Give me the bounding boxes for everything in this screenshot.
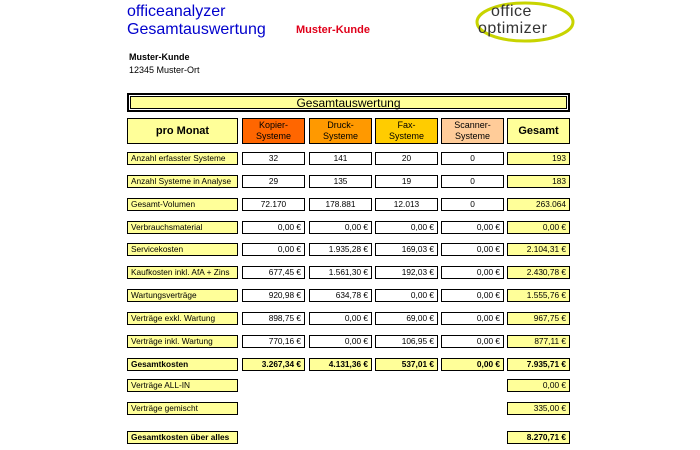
header-total: Gesamt <box>507 118 570 144</box>
cell-kopier: 770,16 € <box>242 335 305 348</box>
cell-total: 967,75 € <box>507 312 570 325</box>
cell-fax: 0,00 € <box>375 289 438 302</box>
logo-text-optimizer: optimizer <box>478 20 548 37</box>
cell-fax: 537,01 € <box>375 358 438 371</box>
cell-druck: 1.561,30 € <box>309 266 372 279</box>
cell-druck: 0,00 € <box>309 221 372 234</box>
row-label: Anzahl Systeme in Analyse <box>127 175 238 188</box>
cell-kopier: 32 <box>242 152 305 165</box>
row-label: Verträge inkl. Wartung <box>127 335 238 348</box>
cell-scanner: 0 <box>441 152 504 165</box>
cell-total: 0,00 € <box>507 221 570 234</box>
cell-scanner: 0,00 € <box>441 312 504 325</box>
customer-badge: Muster-Kunde <box>296 24 370 36</box>
row-label-gemischt: Verträge gemischt <box>127 402 238 415</box>
cell-kopier: 677,45 € <box>242 266 305 279</box>
cell-fax: 20 <box>375 152 438 165</box>
cell-scanner: 0,00 € <box>441 358 504 371</box>
cell-druck: 4.131,36 € <box>309 358 372 371</box>
cell-scanner: 0,00 € <box>441 266 504 279</box>
cell-fax: 0,00 € <box>375 221 438 234</box>
cell-scanner: 0,00 € <box>441 335 504 348</box>
row-label: Gesamtkosten <box>127 358 238 371</box>
header-druck: Druck- Systeme <box>309 118 372 144</box>
row-label: Gesamt-Volumen <box>127 198 238 211</box>
report-subtitle: Gesamtauswertung <box>127 21 266 38</box>
cell-grand-total: 8.270,71 € <box>507 431 570 444</box>
cell-kopier: 920,98 € <box>242 289 305 302</box>
cell-scanner: 0,00 € <box>441 289 504 302</box>
header-scanner: Scanner- Systeme <box>441 118 504 144</box>
cell-fax: 169,03 € <box>375 243 438 256</box>
cell-druck: 0,00 € <box>309 312 372 325</box>
cell-total: 2.430,78 € <box>507 266 570 279</box>
header-kopier: Kopier- Systeme <box>242 118 305 144</box>
cell-total: 263.064 <box>507 198 570 211</box>
cell-kopier: 72.170 <box>242 198 305 211</box>
customer-city: 12345 Muster-Ort <box>129 65 200 75</box>
row-label-allin: Verträge ALL-IN <box>127 379 238 392</box>
cell-total: 193 <box>507 152 570 165</box>
cell-druck: 0,00 € <box>309 335 372 348</box>
report-banner: Gesamtauswertung <box>127 93 570 112</box>
cell-fax: 106,95 € <box>375 335 438 348</box>
cell-scanner: 0,00 € <box>441 221 504 234</box>
row-label: Wartungsverträge <box>127 289 238 302</box>
row-label: Verbrauchsmaterial <box>127 221 238 234</box>
cell-druck: 141 <box>309 152 372 165</box>
cell-fax: 19 <box>375 175 438 188</box>
app-title: officeanalyzer <box>127 3 226 20</box>
cell-druck: 178.881 <box>309 198 372 211</box>
cell-total: 2.104,31 € <box>507 243 570 256</box>
cell-kopier: 898,75 € <box>242 312 305 325</box>
cell-kopier: 0,00 € <box>242 221 305 234</box>
cell-scanner: 0 <box>441 175 504 188</box>
cell-total: 183 <box>507 175 570 188</box>
cell-total: 1.555,76 € <box>507 289 570 302</box>
cell-fax: 12.013 <box>375 198 438 211</box>
row-label: Kaufkosten inkl. AfA + Zins <box>127 266 238 279</box>
logo-text-office: office <box>491 3 532 20</box>
header-fax: Fax- Systeme <box>375 118 438 144</box>
row-label: Servicekosten <box>127 243 238 256</box>
cell-druck: 634,78 € <box>309 289 372 302</box>
officeoptimizer-logo <box>473 0 578 44</box>
cell-fax: 192,03 € <box>375 266 438 279</box>
cell-total: 877,11 € <box>507 335 570 348</box>
cell-scanner: 0,00 € <box>441 243 504 256</box>
header-period: pro Monat <box>127 118 238 144</box>
cell-total-gemischt: 335,00 € <box>507 402 570 415</box>
row-label: Anzahl erfasster Systeme <box>127 152 238 165</box>
cell-kopier: 29 <box>242 175 305 188</box>
cell-druck: 135 <box>309 175 372 188</box>
cell-scanner: 0 <box>441 198 504 211</box>
cell-total-allin: 0,00 € <box>507 379 570 392</box>
cell-fax: 69,00 € <box>375 312 438 325</box>
cell-druck: 1.935,28 € <box>309 243 372 256</box>
cell-kopier: 0,00 € <box>242 243 305 256</box>
customer-name: Muster-Kunde <box>129 52 190 62</box>
cell-total: 7.935,71 € <box>507 358 570 371</box>
row-label: Verträge exkl. Wartung <box>127 312 238 325</box>
cell-kopier: 3.267,34 € <box>242 358 305 371</box>
row-label-grand-total: Gesamtkosten über alles <box>127 431 238 444</box>
